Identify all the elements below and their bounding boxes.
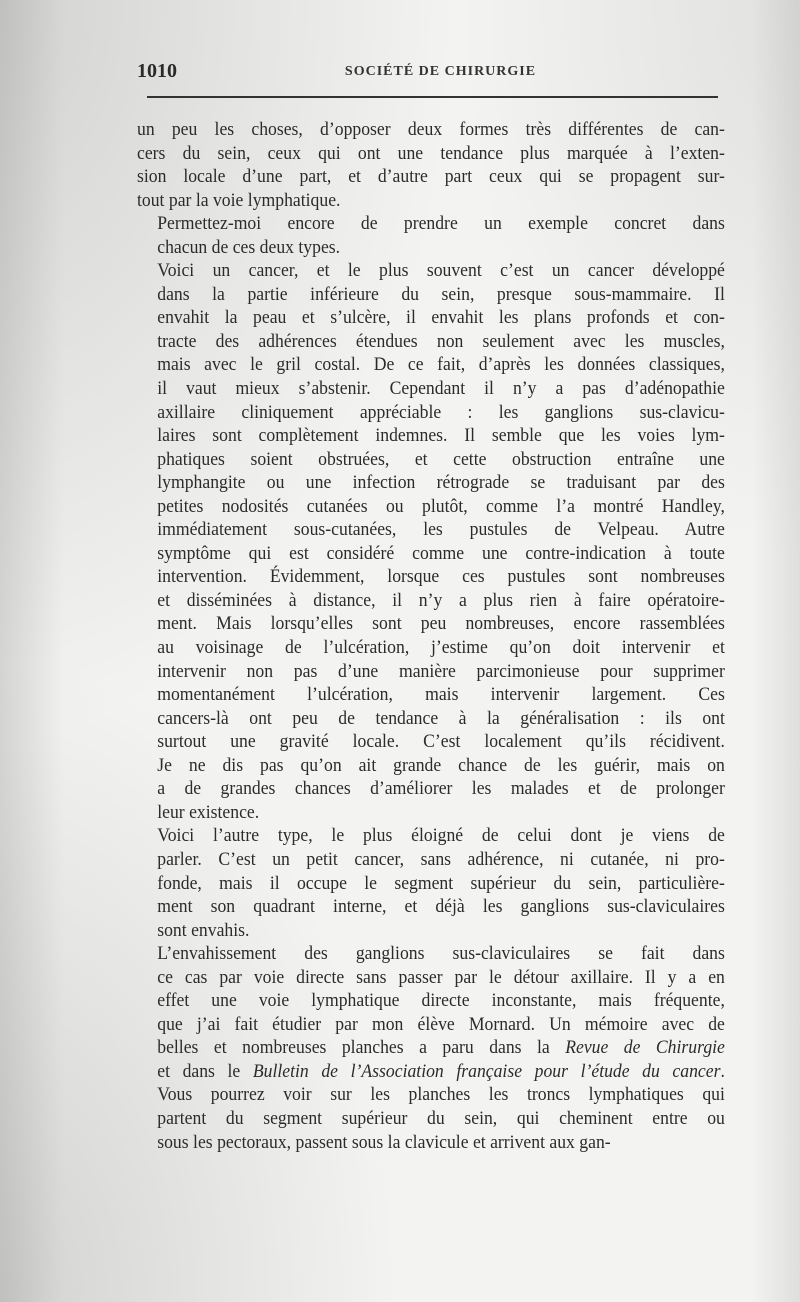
text-line: partent du segment supérieur du sein, qui cheminent entre ou: [157, 1107, 725, 1129]
text-line: surtout une gravité locale. C’est localement qu’ils récidivent.: [157, 731, 725, 753]
body-text: [137, 118, 725, 1154]
text-line: dans la partie inférieure du sein, presque sous-mammaire. Il: [157, 283, 725, 305]
text-line: Je ne dis pas qu’on ait grande chance de les guérir, mais on: [157, 754, 725, 776]
text-line: petites nodosités cutanées ou plutôt, comme l’a montré Handley,: [157, 495, 725, 517]
running-title: SOCIÉTÉ DE CHIRURGIE: [344, 64, 537, 79]
text-line: symptôme qui est considéré comme une contre-indication à toute: [157, 542, 725, 564]
paragraph: [137, 259, 725, 824]
text-line: fonde, mais il occupe le segment supérieur du sein, particulière-: [157, 872, 725, 894]
text-line: belles et nombreuses planches a paru dans la Revue de Chirurgie: [157, 1037, 725, 1059]
text-line: cers du sein, ceux qui ont une tendance plus marquée à l’exten-: [137, 142, 725, 164]
book-page: [137, 58, 725, 1153]
text-line: parler. C’est un petit cancer, sans adhérence, ni cutanée, ni pro-: [157, 848, 725, 870]
text-line: sont envahis.: [157, 919, 250, 941]
text-line: effet une voie lymphatique directe inconstante, mais fréquente,: [157, 990, 725, 1012]
text-line: cancers-là ont peu de tendance à la généralisation : ils ont: [157, 707, 725, 729]
paragraph: [137, 824, 725, 942]
text-line: laires sont complètement indemnes. Il semble que les voies lym-: [157, 425, 725, 447]
text-line: ment. Mais lorsqu’elles sont peu nombreuses, encore rassemblées: [157, 613, 725, 635]
text-line: envahit la peau et s’ulcère, il envahit les plans profonds et con-: [157, 307, 725, 329]
text-line: Voici un cancer, et le plus souvent c’est un cancer développé: [157, 260, 725, 282]
italic-title: Bulletin de l’Association française pour l’étude du cancer: [252, 1060, 721, 1082]
text-line: Permettez-moi encore de prendre un exemple concret dans: [157, 213, 725, 235]
text-line: ment son quadrant interne, et déjà les ganglions sus-claviculaires: [157, 896, 725, 918]
text-line: phatiques soient obstruées, et cette obstruction entraîne une: [157, 448, 725, 470]
text-line: Voici l’autre type, le plus éloigné de celui dont je viens de: [157, 825, 725, 847]
text-line: un peu les choses, d’opposer deux formes très différentes de can-: [137, 119, 725, 140]
text-line: au voisinage de l’ulcération, j’estime qu’on doit intervenir et: [157, 637, 725, 659]
text-line: et dans le Bulletin de l’Association française pour l’étude du cancer.: [157, 1060, 725, 1082]
text-line: que j’ai fait étudier par mon élève Mornard. Un mémoire avec de: [157, 1013, 725, 1035]
header-rule: [147, 96, 718, 98]
text-line: L’envahissement des ganglions sus-claviculaires se fait dans: [157, 943, 725, 965]
text-line: tracte des adhérences étendues non seulement avec les muscles,: [157, 330, 725, 352]
page-number: 1010: [137, 60, 177, 82]
text-line: tout par la voie lymphatique.: [137, 189, 341, 211]
text-line: lymphangite ou une infection rétrograde se traduisant par des: [157, 472, 725, 494]
text-line: leur existence.: [157, 801, 260, 823]
text-line: intervenir non pas d’une manière parcimonieuse pour supprimer: [157, 660, 725, 682]
paragraph: [137, 118, 725, 212]
text-line: ce cas par voie directe sans passer par le détour axillaire. Il y a en: [157, 966, 725, 988]
text-line: axillaire cliniquement appréciable : les ganglions sus-clavicu-: [157, 401, 725, 423]
text-line: il vaut mieux s’abstenir. Cependant il n’y a pas d’adénopathie: [157, 378, 725, 400]
text-line: sous les pectoraux, passent sous la clavicule et arrivent aux gan-: [157, 1131, 611, 1153]
page-header: [137, 58, 724, 88]
text-line: momentanément l’ulcération, mais intervenir largement. Ces: [157, 684, 725, 706]
text-line: intervention. Évidemment, lorsque ces pustules sont nombreuses: [157, 566, 725, 588]
paragraph: [137, 212, 725, 259]
italic-title: Revue de Chirurgie: [565, 1037, 725, 1059]
paragraph: [137, 942, 725, 1154]
text-line: chacun de ces deux types.: [157, 236, 341, 258]
text-line: a de grandes chances d’améliorer les malades et de prolonger: [157, 778, 725, 800]
text-line: et disséminées à distance, il n’y a plus rien à faire opératoire-: [157, 589, 725, 611]
text-line: mais avec le gril costal. De ce fait, d’après les données classiques,: [157, 354, 725, 376]
text-line: sion locale d’une part, et d’autre part ceux qui se propagent sur-: [137, 166, 725, 188]
text-line: Vous pourrez voir sur les planches les troncs lymphatiques qui: [157, 1084, 725, 1106]
text-line: immédiatement sous-cutanées, les pustules de Velpeau. Autre: [157, 519, 725, 541]
